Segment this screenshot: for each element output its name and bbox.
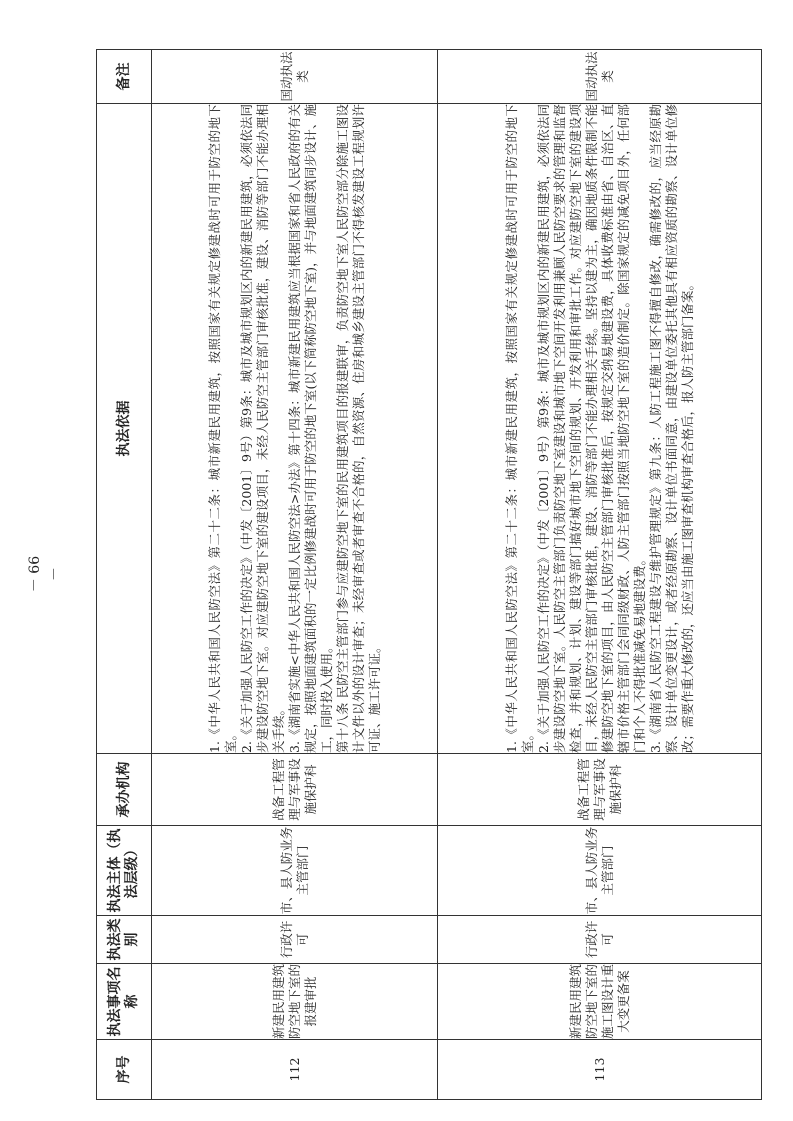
row-seq: 113 bbox=[438, 1040, 762, 1100]
table-header-row bbox=[97, 50, 152, 1100]
page-number bbox=[27, 538, 63, 593]
header-org: 承办机构 bbox=[97, 754, 152, 826]
row-org: 战备工程管理与军事设施保护科 bbox=[438, 754, 762, 826]
header-subject: 执法主体（执法层级） bbox=[97, 826, 152, 916]
header-basis: 执法依据 bbox=[97, 104, 152, 754]
enforcement-table bbox=[96, 49, 762, 1100]
page-number-text: － 66 － bbox=[27, 555, 63, 593]
basis-paragraph: 2.《关于加强人民防空工作的决定》（中发〔2001〕9号）第9条：城市及城市规划区内的新建民用建筑，必须依法同步建设防空地下室。对应建防空地下室的建设项目，未经人民防空主管部门审核批准，建设、消防等部门不能办理相关手续。 bbox=[238, 104, 286, 753]
header-note: 备注 bbox=[97, 50, 152, 104]
row-seq: 112 bbox=[152, 1040, 438, 1100]
table-row bbox=[438, 50, 762, 1100]
row-subject: 市、县人防业务主管部门 bbox=[152, 826, 438, 916]
row-type: 行政许可 bbox=[152, 916, 438, 964]
basis-paragraph: 2.《关于加强人民防空工作的决定》（中发〔2001〕9号）第9条：城市及城市规划区内的新建民用建筑，必须依法同步建设防空地下室。人民防空主管部门负责防空地下室建设和城市地下空间开发利用兼顾人民防空要求的管理和监督检查，并和规划、计划、建设等部门搞好城市地下空间的规划、开发利用和审批工作。对应建防空地下室的建设项目，未经人民防空主管部门审核批准，建设、消防等部门不能办理相关手续。坚持以建为主，确因地质条件限制不能修建防空地下室的项目，由人民防空主管部门审核批准后，按规定交纳易地建设费，具体收费标准由省、自治区、直辖市价格主管部门会同同级财政、人防主管部门按照当地防空地下室的造价制定。除国家规定的减免项目外，任何部门和个人不得批准减免易地建设费。 bbox=[535, 104, 647, 753]
row-subject: 市、县人防业务主管部门 bbox=[438, 826, 762, 916]
row-basis bbox=[438, 104, 762, 754]
header-type: 执法类别 bbox=[97, 916, 152, 964]
table-row bbox=[152, 50, 438, 1100]
row-note: 国动执法类 bbox=[152, 50, 438, 104]
row-name: 新建民用建筑防空地下室的报建审批 bbox=[152, 964, 438, 1040]
row-name: 新建民用建筑防空地下室的施工图设计重大变更备案 bbox=[438, 964, 762, 1040]
basis-paragraph: 3.《湖南省实施<中华人民共和国人民防空法>办法》第十四条：城市新建民用建筑应当根据国家和省人民政府的有关规定，按照地面建筑面积的一定比例修建战时可用于防空的地下室(以下简称防空地下室)，并与地面建筑同步设计、施工，同时投入使用。 bbox=[286, 104, 334, 753]
basis-paragraph: 第十八条 民防空主管部门参与应建防空地下室的民用建筑项目的报建联审，负责防空地下室人民防空部分除施工图设计文件以外的设计审查；未经审查或者审查不合格的，自然资源、住房和城乡建设主管部门不得核发建设工程规划许可证、施工许可证。 bbox=[334, 104, 382, 753]
header-name: 执法事项名称 bbox=[97, 964, 152, 1040]
row-type: 行政许可 bbox=[438, 916, 762, 964]
row-org: 战备工程管理与军事设施保护科 bbox=[152, 754, 438, 826]
basis-paragraph: 3.《湖南省人民防空工程建设与维护管理规定》第九条：人防工程施工图不得擅自修改，确需修改的，应当经原勘察、设计单位变更设计，或者经原勘察、设计单位书面同意，由建设单位委托其他具有相应资质的勘察、设计单位修改；需要作重大修改的，还应当由施工图审查机构审查合格后，报人防主管部门备案。 bbox=[647, 104, 695, 753]
basis-paragraph: 1.《中华人民共和国人民防空法》第二十二条：城市新建民用建筑，按照国家有关规定修建战时可用于防空的地下室。 bbox=[206, 104, 238, 753]
rotated-table-wrapper bbox=[96, 50, 760, 1100]
row-note: 国动执法类 bbox=[438, 50, 762, 104]
header-seq: 序号 bbox=[97, 1040, 152, 1100]
row-basis bbox=[152, 104, 438, 754]
basis-paragraph: 1.《中华人民共和国人民防空法》第二十二条：城市新建民用建筑，按照国家有关规定修建战时可用于防空的地下室。 bbox=[503, 104, 535, 753]
